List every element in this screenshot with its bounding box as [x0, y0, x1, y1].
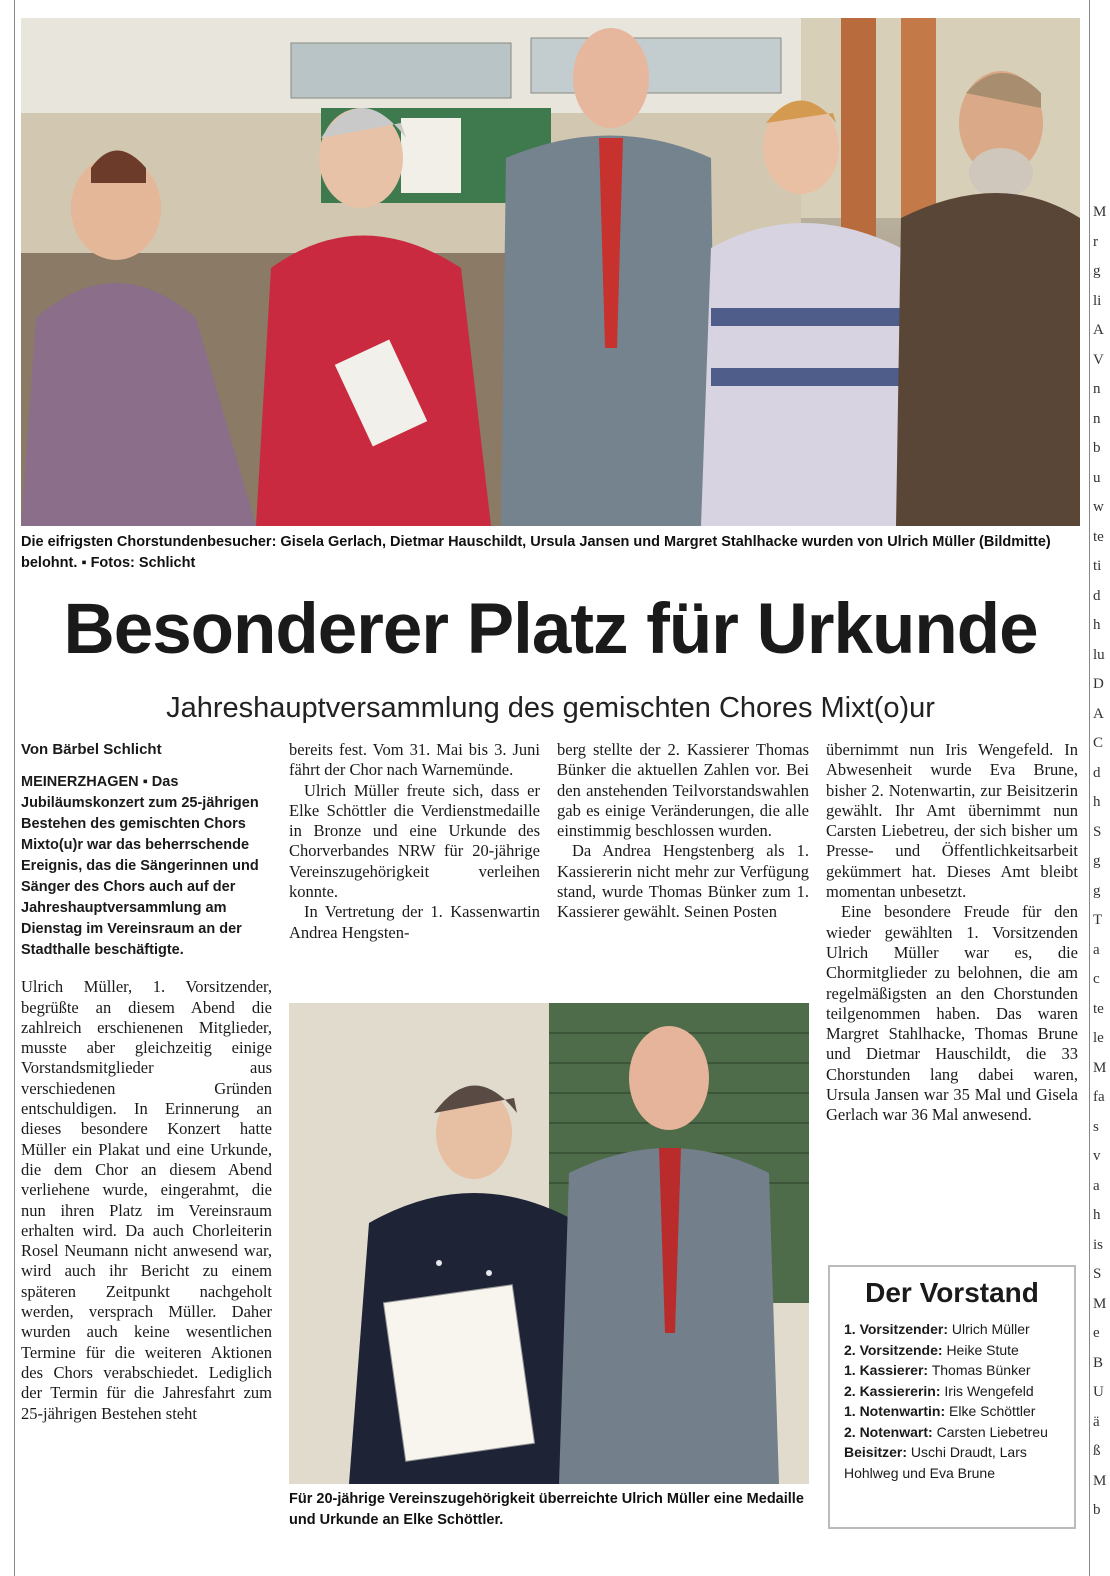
article-column-4: [826, 740, 1078, 1126]
edge-fragment: te: [1093, 1000, 1104, 1017]
edge-fragment: a: [1093, 1177, 1100, 1194]
vorstand-row: 2. Notenwart: Carsten Liebetreu: [844, 1423, 1048, 1440]
body-paragraph: Ulrich Müller freute sich, dass er Elke Schöttler die Verdienstmedaille in Bronze und eine Urkunde des Chorverbandes NRW für 20-jährige Vereinszugehörigkeit verleihen konnte.: [289, 780, 540, 902]
edge-fragment: D: [1093, 676, 1104, 692]
edge-fragment: g: [1093, 882, 1101, 899]
bottom-photo: [289, 1003, 809, 1484]
edge-fragment: li: [1093, 292, 1102, 309]
edge-fragment: ß: [1093, 1443, 1101, 1459]
top-photo: [21, 18, 1080, 526]
edge-fragment: le: [1093, 1030, 1104, 1046]
edge-fragment: h: [1093, 794, 1101, 810]
edge-fragment: s: [1093, 1118, 1099, 1135]
edge-fragment: c: [1093, 971, 1100, 987]
edge-fragment: a: [1093, 941, 1100, 958]
left-column-edge: [0, 0, 15, 1576]
edge-fragment: h: [1093, 1207, 1101, 1223]
edge-fragment: u: [1093, 469, 1101, 486]
edge-fragment: te: [1093, 528, 1104, 545]
byline: Von Bärbel Schlicht: [21, 741, 162, 758]
vorstand-row: 1. Kassierer: Thomas Bünker: [844, 1362, 1031, 1378]
body-paragraph: Ulrich Müller, 1. Vorsitzender, begrüßte an diesem Abend die zahlreich erschienenen Mitglieder, musste aber gleichzeitig einige Vorstandsmitglieder aus verschiedenen Gründen entschuldigen. In Erinnerung an dieses besondere Konzert hatte Müller ein Plakat und eine Urkunde, die dem Chor an diesem Abend verliehene wurde, eingerahmt, die nun ihren Platz im Vereinsraum erhalten wird. Da auch Chorleiterin Rosel Neumann nicht anwesend war, wird auch ihr Bericht zu einem späteren Zeitpunkt nachgeholt werden, versprach Müller. Daher wurden auch keine wesentlichen Termine für die weiteren Aktionen des Chors verabschiedet. Lediglich der Termin für die Jahresfahrt zum 25-jährigen Bestehen steht: [21, 977, 272, 1423]
subheadline: Jahreshauptversammlung des gemischten Chores Mixt(o)ur: [166, 692, 935, 724]
vorstand-row: 2. Vorsitzende: Heike Stute: [844, 1341, 1019, 1358]
edge-fragment: M: [1093, 1295, 1107, 1312]
edge-fragment: d: [1093, 764, 1101, 781]
vorstand-row: Beisitzer: Uschi Draudt, Lars Hohlweg und Eva Brune: [844, 1444, 1027, 1481]
edge-fragment: lu: [1093, 646, 1105, 663]
edge-fragment: is: [1093, 1236, 1104, 1253]
edge-fragment: V: [1093, 351, 1104, 368]
edge-fragment: g: [1093, 263, 1101, 279]
edge-fragment: g: [1093, 853, 1101, 869]
edge-fragment: A: [1093, 322, 1104, 338]
article-column-3: [557, 740, 809, 923]
vorstand-title: Der Vorstand: [865, 1277, 1039, 1308]
vorstand-row: 2. Kassiererin: Iris Wengefeld: [844, 1382, 1034, 1399]
vorstand-row: 1. Vorsitzender: Ulrich Müller: [844, 1321, 1030, 1337]
vorstand-row: 1. Notenwartin: Elke Schöttler: [844, 1403, 1036, 1419]
article-column-2: [289, 740, 540, 943]
bottom-photo-caption: Für 20-jährige Vereinszugehörigkeit überreichte Ulrich Müller eine Medaille und Urkunde an Elke Schöttler.: [289, 1491, 804, 1528]
edge-fragment: ä: [1093, 1413, 1100, 1430]
edge-fragment: v: [1093, 1148, 1101, 1164]
edge-fragment: M: [1093, 204, 1107, 220]
edge-fragment: S: [1093, 1266, 1102, 1282]
body-paragraph: berg stellte der 2. Kassierer Thomas Bünker die aktuellen Zahlen vor. Bei den anstehenden Teilvorstandswahlen gab es einige Veränderungen, die alle einstimmig beschlossen wurden.: [557, 740, 809, 841]
body-paragraph: In Vertretung der 1. Kassenwartin Andrea Hengsten-: [289, 902, 540, 942]
right-column-edge: [1089, 0, 1110, 1576]
body-paragraph: bereits fest. Vom 31. Mai bis 3. Juni fährt der Chor nach Warnemünde.: [289, 740, 540, 780]
body-paragraph: Da Andrea Hengstenberg als 1. Kassiererin nicht mehr zur Verfügung stand, wurde Thomas Bünker zum 1. Kassierer gewählt. Seinen Posten: [557, 841, 809, 922]
edge-fragment: b: [1093, 440, 1101, 456]
edge-fragment: M: [1093, 1059, 1107, 1076]
body-paragraph: Eine besondere Freude für den wieder gewählten 1. Vorsitzenden Ulrich Müller war es, die Chormitglieder zu belohnen, die am regelmäßigsten an den Chorstunden teilgenommen haben. Das waren Margret Stahlhacke, Thomas Brune und Dietmar Hauschildt, die 33 Chorstunden lang dabei waren, Ursula Jansen war 35 Mal und Gisela Gerlach war 36 Mal anwesend.: [826, 902, 1078, 1125]
edge-fragment: h: [1093, 617, 1101, 633]
top-photo-caption: Die eifrigsten Chorstundenbesucher: Gisela Gerlach, Dietmar Hauschildt, Ursula Jansen und Margret Stahlhacke wurden von Ulrich Müller (Bildmitte) belohnt. ▪ Fotos: Schlicht: [21, 534, 1051, 571]
edge-fragment: B: [1093, 1354, 1104, 1371]
edge-fragment: A: [1093, 705, 1104, 722]
edge-fragment: n: [1093, 410, 1101, 427]
edge-fragment: S: [1093, 823, 1102, 840]
edge-fragment: ti: [1093, 558, 1102, 574]
body-paragraph: übernimmt nun Iris Wengefeld. In Abwesenheit wurde Eva Brune, bisher 2. Notenwartin, zur Beisitzerin gewählt. Ihr Amt übernimmt nun Carsten Liebetreu, der sich bisher um Presse- und Öffentlichkeitsarbeit gekümmert hat. Dieses Amt bleibt momentan unbesetzt.: [826, 740, 1078, 902]
edge-fragment: n: [1093, 381, 1101, 397]
article-column-1: [21, 740, 272, 1424]
edge-fragment: w: [1093, 499, 1104, 515]
headline: Besonderer Platz für Urkunde: [63, 590, 1038, 669]
edge-fragment: T: [1093, 912, 1103, 928]
vorstand-box: [828, 1265, 1076, 1529]
edge-fragment: M: [1093, 1472, 1107, 1489]
edge-fragment: U: [1093, 1384, 1104, 1400]
edge-fragment: r: [1093, 233, 1098, 250]
edge-fragment: C: [1093, 735, 1104, 751]
group-photo-illustration: [21, 18, 1080, 526]
edge-fragment: fa: [1093, 1089, 1105, 1105]
edge-fragment: b: [1093, 1502, 1101, 1518]
edge-fragment: d: [1093, 587, 1101, 604]
edge-fragment: e: [1093, 1325, 1100, 1341]
award-photo-illustration: [289, 1003, 809, 1484]
lead-paragraph: MEINERZHAGEN ▪ Das Jubiläumskonzert zum 25-jährigen Bestehen des gemischten Chors Mixto(u)r war das beherrschende Ereignis, das die Sängerinnen und Sänger des Chors auch auf der Jahreshauptversammlung am Dienstag im Vereinsraum an der Stadthalle beschäftigte.: [21, 774, 259, 959]
